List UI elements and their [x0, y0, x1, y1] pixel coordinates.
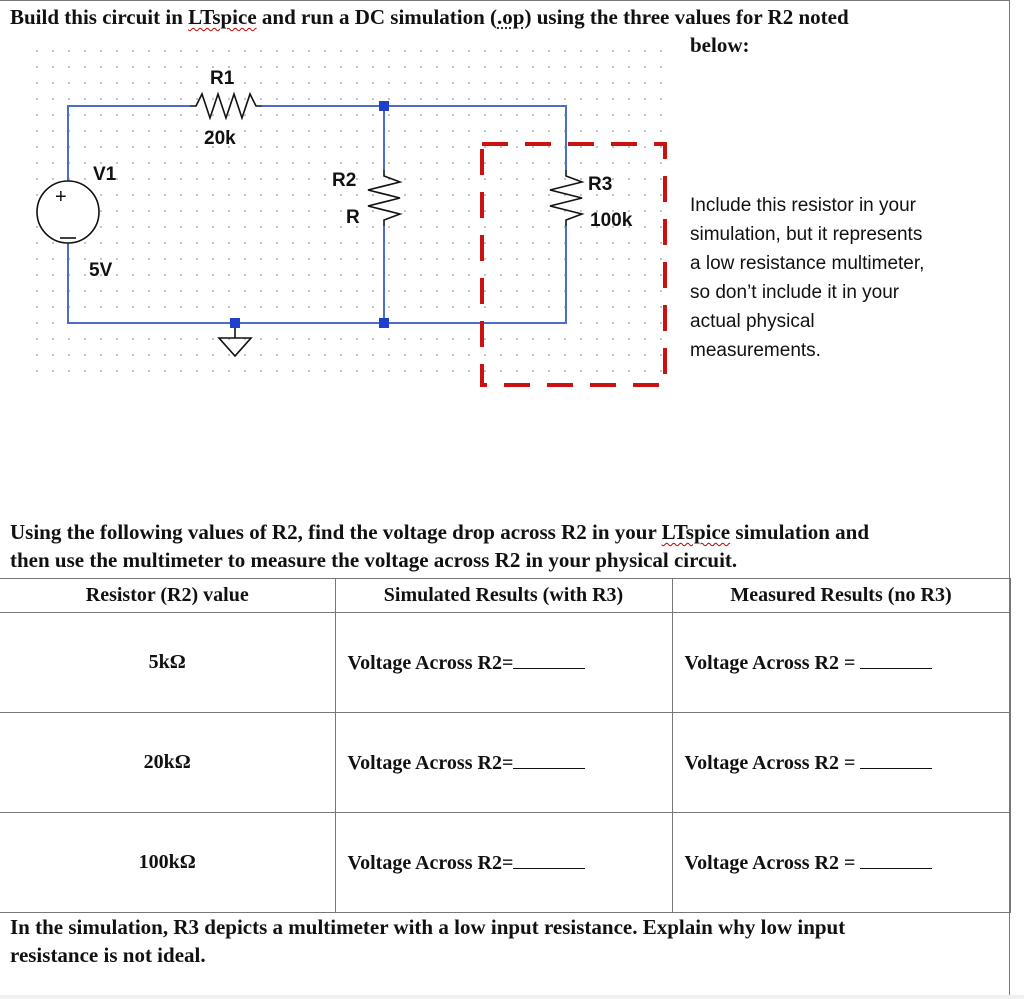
r1-name-label: R1 [210, 68, 235, 89]
r2-name-label: R2 [332, 170, 357, 191]
note-line: a low resistance multimeter, [690, 253, 925, 274]
answer-blank[interactable] [860, 750, 932, 769]
answer-blank[interactable] [860, 650, 932, 669]
plus-sign: + [55, 186, 67, 208]
header-measured-results: Measured Results (no R3) [672, 579, 1010, 613]
note-line: so don’t include it in your [690, 282, 900, 303]
v1-name-label: V1 [93, 164, 117, 185]
measured-cell[interactable] [672, 713, 1010, 813]
header-simulated-results: Simulated Results (with R3) [335, 579, 672, 613]
note-line: actual physical [690, 311, 815, 332]
r2-value-cell: 100kΩ [0, 813, 335, 913]
simulated-prompt: Voltage Across R2= [347, 852, 514, 874]
simulated-cell[interactable] [335, 613, 672, 713]
note-line: measurements. [690, 340, 821, 361]
note-line: Include this resistor in your [690, 195, 916, 216]
top-instructions-line1: Build this circuit in LTspice and run a DC simulation (.op) using the three values for R2 noted [10, 5, 849, 29]
answer-blank[interactable] [860, 850, 932, 869]
mid-instructions-line1: Using the following values of R2, find the voltage drop across R2 in your LTspice simulation and [10, 520, 870, 544]
top-instructions-line2: below: [690, 33, 750, 57]
simulated-cell[interactable] [335, 813, 672, 913]
simulated-prompt: Voltage Across R2= [347, 752, 514, 774]
simulated-cell[interactable] [335, 713, 672, 813]
header-resistor-value: Resistor (R2) value [0, 579, 335, 613]
measured-prompt: Voltage Across R2 = [684, 752, 856, 774]
mid-instructions-line2: then use the multimeter to measure the voltage across R2 in your physical circuit. [10, 548, 738, 572]
ltspice-word: LTspice [661, 520, 731, 544]
measured-cell[interactable] [672, 613, 1010, 713]
r2-value-cell: 5kΩ [0, 613, 335, 713]
answer-blank[interactable] [513, 850, 585, 869]
results-table [0, 578, 1011, 913]
ltspice-word: LTspice [188, 5, 257, 29]
mid-instructions [10, 518, 1000, 574]
note-line: simulation, but it represents [690, 224, 923, 245]
op-command: .op [497, 5, 525, 29]
r2-value-cell: 20kΩ [0, 713, 335, 813]
r3-note [690, 191, 990, 365]
measured-prompt: Voltage Across R2 = [684, 652, 856, 674]
table-row [0, 613, 1010, 713]
r1-value-label: 20k [204, 128, 236, 149]
v1-value-label: 5V [89, 260, 113, 281]
v1-voltage-source [37, 181, 99, 243]
final-question [10, 913, 1000, 969]
answer-blank[interactable] [513, 650, 585, 669]
r3-value-label: 100k [590, 210, 633, 231]
table-row [0, 713, 1010, 813]
r2-value-label: R [346, 207, 360, 228]
final-question-line1: In the simulation, R3 depicts a multimeter with a low input resistance. Explain why low input [10, 915, 846, 939]
table-header-row [0, 579, 1010, 613]
r3-name-label: R3 [588, 174, 613, 195]
answer-blank[interactable] [513, 750, 585, 769]
measured-cell[interactable] [672, 813, 1010, 913]
simulated-prompt: Voltage Across R2= [347, 652, 514, 674]
measured-prompt: Voltage Across R2 = [684, 852, 856, 874]
bottom-bar [0, 995, 1024, 999]
table-row [0, 813, 1010, 913]
final-question-line2: resistance is not ideal. [10, 943, 206, 967]
